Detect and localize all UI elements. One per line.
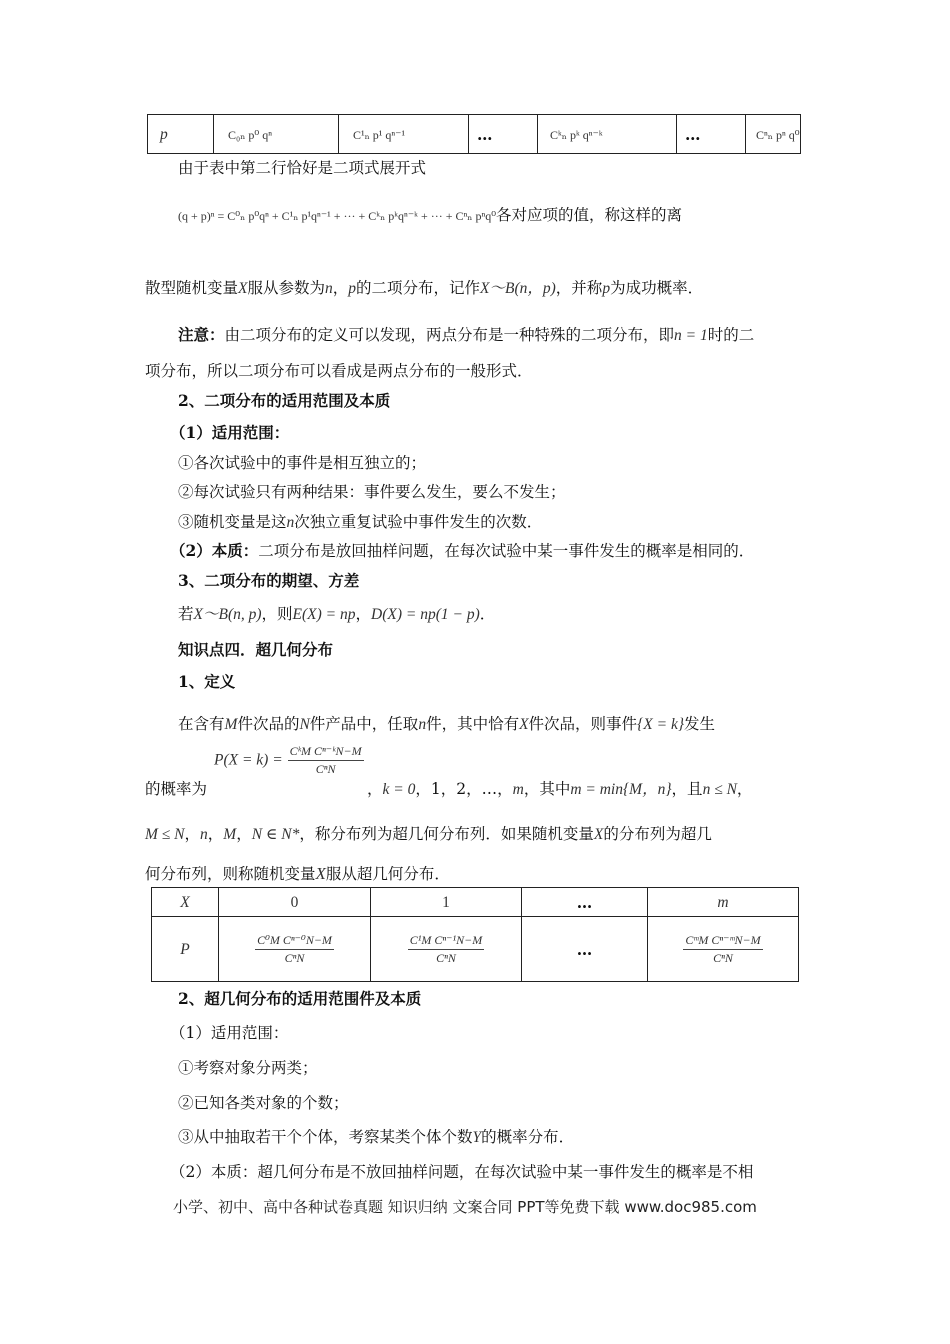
list-item: ①考察对象分两类；: [178, 1059, 318, 1077]
table1-row-label: p: [148, 115, 214, 154]
prob-formula-block: P(X = k) = $\frac{\text{CᵏM Cⁿ⁻ᵏN−M}}{\text{CⁿN}}$: [214, 744, 362, 776]
section-heading: 2、二项分布的适用范围及本质: [178, 391, 391, 410]
table2-cell: …: [522, 888, 648, 917]
table2-row-label: X: [152, 888, 219, 917]
table1-cell: Cⁿₙ pⁿ q⁰: [746, 115, 801, 154]
section-heading: 3、二项分布的期望、方差: [178, 571, 360, 590]
table1-cell: C₀ₙ p⁰ qⁿ: [214, 115, 339, 154]
note-line: 项分布，所以二项分布可以看成是两点分布的一般形式．: [145, 362, 533, 380]
table2-cell: 0: [219, 888, 371, 917]
list-item: ③随机变量是这n次独立重复试验中事件发生的次数．: [178, 513, 543, 531]
subsection-heading: （1）适用范围：: [170, 423, 290, 442]
probability-line: 的概率为 ，k = 0，1，2，…，m，其中m = min{M，n}，且n ≤ N，: [145, 780, 753, 798]
table2-cell: m: [648, 888, 799, 917]
paragraph-line: 由于表中第二行恰好是二项式展开式: [178, 159, 427, 177]
footer-banner: 小学、初中、高中各种试卷真题 知识归纳 文案合同 PPT等免费下载 www.doc985.com: [173, 1198, 757, 1216]
list-item: ②已知各类对象的个数；: [178, 1094, 349, 1112]
table2-cell: [371, 917, 522, 982]
binomial-expression: (q + p)ⁿ = C⁰ₙ p⁰qⁿ + C¹ₙ p¹qⁿ⁻¹ + ··· + Cᵏₙ pᵏqⁿ⁻ᵏ + ··· + Cⁿₙ pⁿq⁰: [178, 209, 497, 223]
table2-cell: [219, 917, 371, 982]
list-item: ①各次试验中的事件是相互独立的；: [178, 454, 427, 472]
table1-cell: …: [677, 115, 746, 154]
table2-row-label: P: [152, 917, 219, 982]
list-item: ②每次试验只有两种结果：事件要么发生，要么不发生；: [178, 483, 566, 501]
fraction: $\frac{\text{C¹M Cⁿ⁻¹N−M}}{\text{CⁿN}}$: [409, 932, 483, 965]
table1-cell: …: [469, 115, 538, 154]
table2-cell: …: [522, 917, 648, 982]
subsection-heading: （1）适用范围：: [170, 1024, 289, 1042]
hypergeometric-table: [151, 887, 799, 982]
section-heading: 2、超几何分布的适用范围件及本质: [178, 989, 422, 1008]
section-heading: 知识点四．超几何分布: [178, 640, 334, 659]
paragraph-line: 何分布列，则称随机变量X服从超几何分布．: [145, 864, 450, 883]
essence-line: （2）本质：二项分布是放回抽样问题，在每次试验中某一事件发生的概率是相同的．: [170, 541, 755, 560]
fraction: $\frac{\text{C⁰M Cⁿ⁻⁰N−M}}{\text{CⁿN}}$: [257, 932, 332, 965]
essence-line: （2）本质：超几何分布是不放回抽样问题，在每次试验中某一事件发生的概率是不相: [170, 1163, 754, 1181]
paragraph-line: 散型随机变量X服从参数为n，p的二项分布，记作X～B(n，p)，并称p为成功概率．: [145, 279, 704, 297]
table1-cell: C¹ₙ p¹ qⁿ⁻¹: [339, 115, 469, 154]
table1-cell: Cᵏₙ pᵏ qⁿ⁻ᵏ: [538, 115, 677, 154]
subsection-heading: 1、定义: [178, 672, 236, 691]
condition-line: M ≤ N，n，M，N ∈ N*，称分布列为超几何分布列．如果随机变量X的分布列为超几: [145, 825, 712, 843]
definition-line: 在含有M件次品的N件产品中，任取n件，其中恰有X件次品，则事件{X = k}发生: [178, 715, 716, 733]
table2-cell: 1: [371, 888, 522, 917]
list-item: ③从中抽取若干个个体，考察某类个体个数Y的概率分布．: [178, 1128, 575, 1146]
table2-cell: [648, 917, 799, 982]
fraction: $\frac{\text{CᵐM Cⁿ⁻ᵐN−M}}{\text{CⁿN}}$: [685, 932, 761, 965]
binomial-table: [147, 114, 801, 154]
expectation-line: 若X～B(n, p)，则E(X) = np，D(X) = np(1 − p)．: [178, 605, 496, 623]
binomial-expansion-line: (q + p)ⁿ = C⁰ₙ p⁰qⁿ + C¹ₙ p¹qⁿ⁻¹ + ··· + Cᵏₙ pᵏqⁿ⁻ᵏ + ··· + Cⁿₙ pⁿq⁰各对应项的值，称这样的离: [178, 206, 683, 224]
prob-fraction: $\frac{\text{CᵏM Cⁿ⁻ᵏN−M}}{\text{CⁿN}}$: [289, 744, 362, 776]
note-line: 注意：由二项分布的定义可以发现，两点分布是一种特殊的二项分布，即n = 1时的二: [178, 325, 755, 344]
